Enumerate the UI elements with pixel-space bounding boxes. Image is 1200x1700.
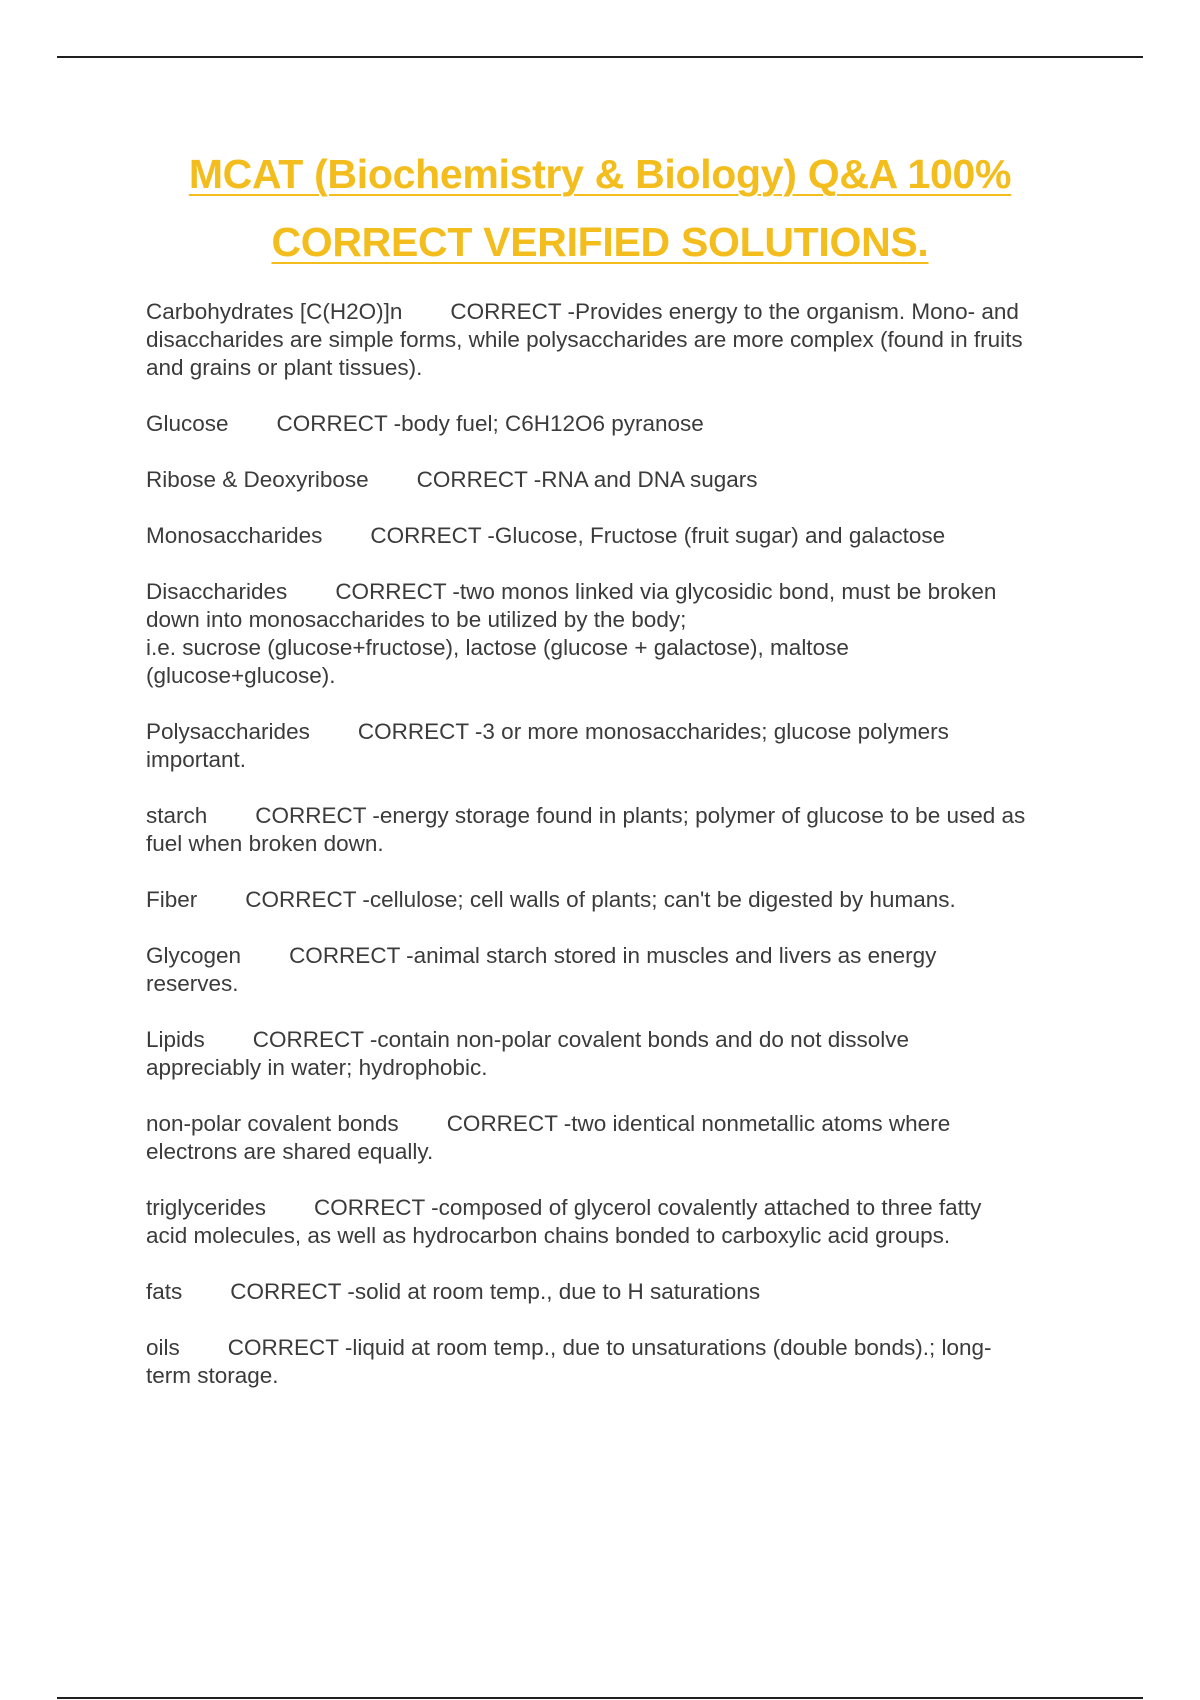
qa-entry <box>146 1194 1096 1250</box>
qa-term: Glycogen <box>146 943 242 968</box>
qa-entry <box>146 1278 1096 1306</box>
qa-answer-line: CORRECT -energy storage found in plants; polymer of glucose to be used as <box>255 803 1026 828</box>
qa-answer-line: and grains or plant tissues). <box>146 355 423 380</box>
title-line-2: CORRECT VERIFIED SOLUTIONS. <box>271 219 929 265</box>
qa-answer-line: down into monosaccharides to be utilized by the body; <box>146 607 687 632</box>
document-title <box>120 140 1080 276</box>
qa-answer-line: CORRECT -cellulose; cell walls of plants; can't be digested by humans. <box>245 887 956 912</box>
qa-term: oils <box>146 1335 180 1360</box>
qa-term: Lipids <box>146 1027 205 1052</box>
qa-term: Fiber <box>146 887 198 912</box>
qa-answer-line: (glucose+glucose). <box>146 663 336 688</box>
qa-entry <box>146 578 1096 690</box>
qa-term: triglycerides <box>146 1195 267 1220</box>
qa-term: Polysaccharides <box>146 719 310 744</box>
qa-term: Glucose <box>146 411 229 436</box>
qa-entry <box>146 410 1096 438</box>
qa-entry <box>146 522 1096 550</box>
qa-first-line <box>146 718 1096 746</box>
top-rule <box>57 56 1143 58</box>
qa-answer-line: disaccharides are simple forms, while polysaccharides are more complex (found in fruits <box>146 327 1023 352</box>
qa-entry <box>146 802 1096 858</box>
qa-term: Ribose & Deoxyribose <box>146 467 369 492</box>
qa-entry <box>146 466 1096 494</box>
qa-entry <box>146 1334 1096 1390</box>
bottom-rule <box>57 1697 1143 1699</box>
qa-answer-line: CORRECT -Glucose, Fructose (fruit sugar) and galactose <box>370 523 946 548</box>
qa-answer-line: important. <box>146 747 247 772</box>
qa-first-line <box>146 942 1096 970</box>
qa-list <box>146 298 1096 1418</box>
qa-term: non-polar covalent bonds <box>146 1111 399 1136</box>
qa-first-line <box>146 1334 1096 1362</box>
qa-first-line <box>146 886 1096 914</box>
qa-first-line <box>146 1278 1096 1306</box>
qa-entry <box>146 886 1096 914</box>
qa-first-line <box>146 298 1096 326</box>
title-line-1: MCAT (Biochemistry & Biology) Q&A 100% <box>188 151 1012 197</box>
qa-first-line <box>146 466 1096 494</box>
qa-answer-line: CORRECT -solid at room temp., due to H saturations <box>230 1279 761 1304</box>
qa-answer-line: electrons are shared equally. <box>146 1139 434 1164</box>
qa-entry <box>146 942 1096 998</box>
qa-first-line <box>146 522 1096 550</box>
qa-answer-line: CORRECT -composed of glycerol covalently attached to three fatty <box>314 1195 982 1220</box>
qa-answer-line: reserves. <box>146 971 239 996</box>
qa-answer-line: term storage. <box>146 1363 279 1388</box>
qa-answer-line: CORRECT -Provides energy to the organism. Mono- and <box>450 299 1019 324</box>
qa-first-line <box>146 410 1096 438</box>
qa-answer-line: CORRECT -liquid at room temp., due to unsaturations (double bonds).; long- <box>227 1335 992 1360</box>
qa-answer-line: CORRECT -3 or more monosaccharides; glucose polymers <box>357 719 949 744</box>
qa-entry <box>146 298 1096 382</box>
qa-term: starch <box>146 803 208 828</box>
qa-first-line <box>146 1194 1096 1222</box>
qa-answer-line: appreciably in water; hydrophobic. <box>146 1055 488 1080</box>
qa-answer-line: CORRECT -body fuel; C6H12O6 pyranose <box>276 411 704 436</box>
qa-entry <box>146 1110 1096 1166</box>
qa-first-line <box>146 802 1096 830</box>
qa-answer-line: CORRECT -animal starch stored in muscles and livers as energy <box>289 943 937 968</box>
qa-term: fats <box>146 1279 183 1304</box>
qa-term: Monosaccharides <box>146 523 323 548</box>
qa-answer-line: CORRECT -RNA and DNA sugars <box>416 467 758 492</box>
qa-answer-line: acid molecules, as well as hydrocarbon chains bonded to carboxylic acid groups. <box>146 1223 951 1248</box>
qa-term: Carbohydrates [C(H2O)]n <box>146 299 403 324</box>
qa-first-line <box>146 1110 1096 1138</box>
qa-entry <box>146 718 1096 774</box>
qa-entry <box>146 1026 1096 1082</box>
qa-answer-line: CORRECT -two identical nonmetallic atoms where <box>446 1111 951 1136</box>
qa-first-line <box>146 578 1096 606</box>
qa-answer-line: fuel when broken down. <box>146 831 384 856</box>
qa-answer-line: CORRECT -contain non-polar covalent bonds and do not dissolve <box>252 1027 909 1052</box>
qa-term: Disaccharides <box>146 579 288 604</box>
qa-first-line <box>146 1026 1096 1054</box>
qa-answer-line: CORRECT -two monos linked via glycosidic bond, must be broken <box>335 579 997 604</box>
qa-answer-line: i.e. sucrose (glucose+fructose), lactose (glucose + galactose), maltose <box>146 635 849 660</box>
